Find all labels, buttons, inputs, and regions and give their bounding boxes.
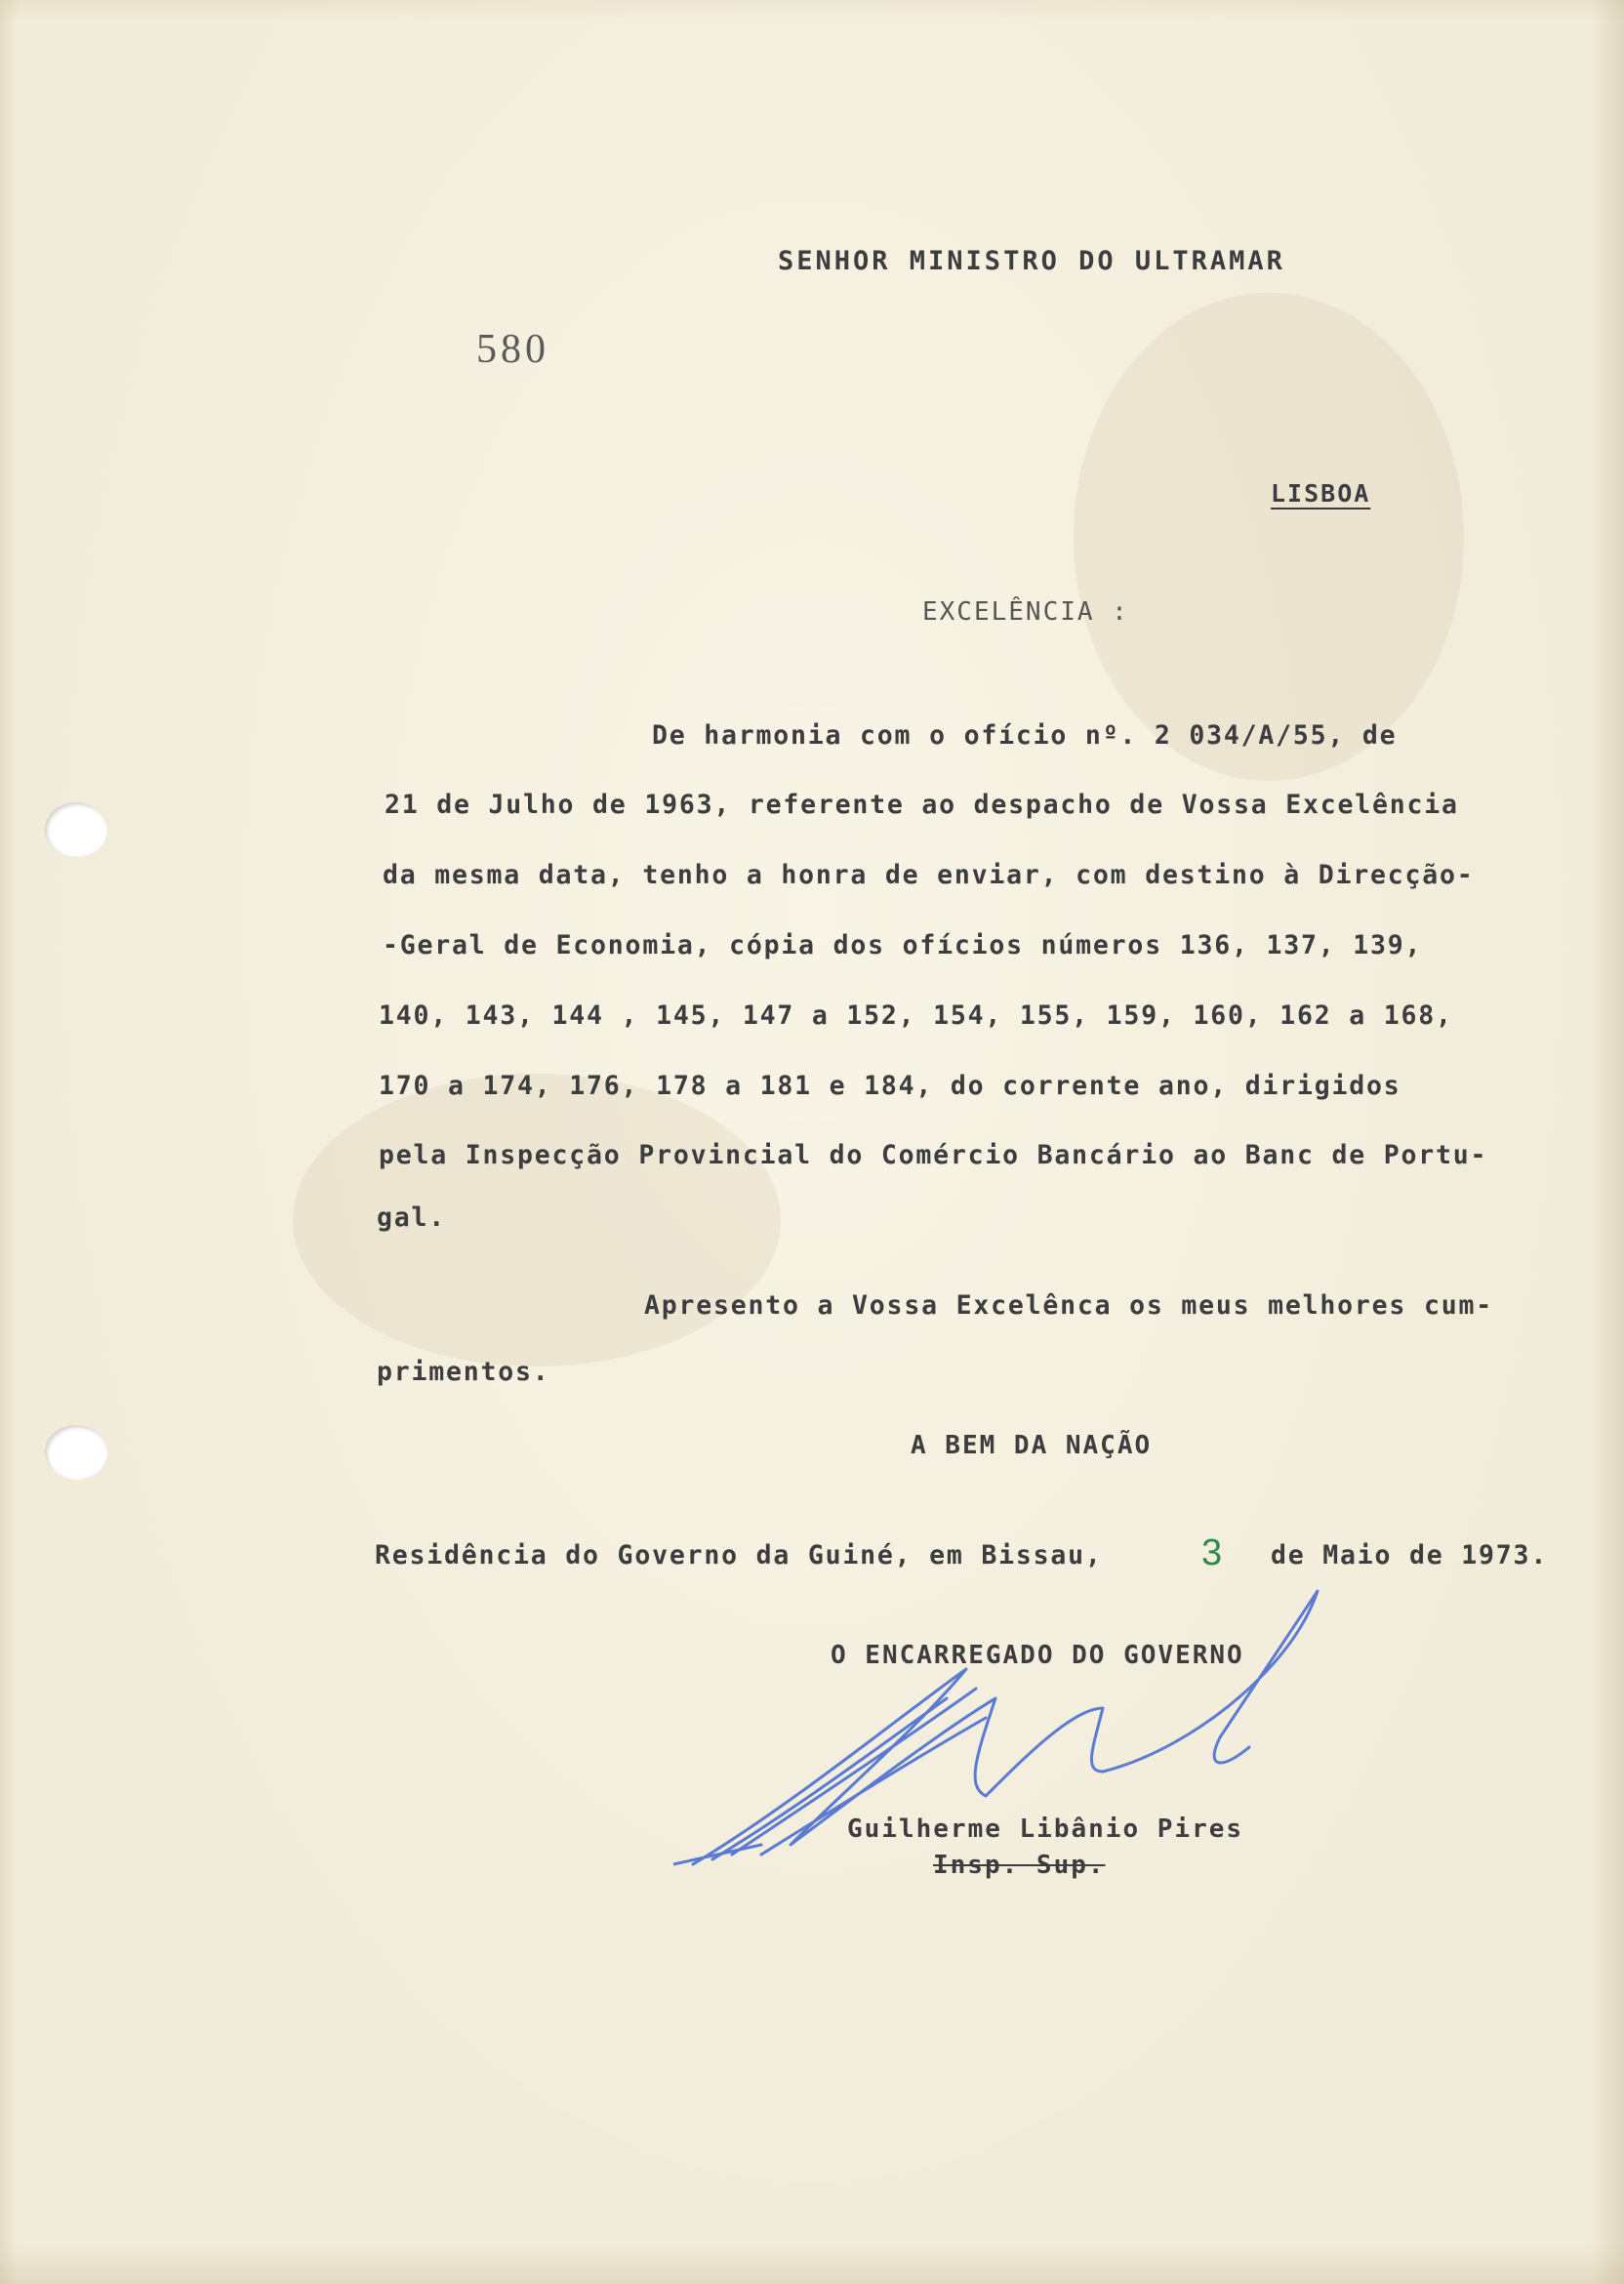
- reference-number: 580: [476, 327, 549, 372]
- body-line: 140, 143, 144 , 145, 147 a 152, 154, 155, 159, 160, 162 a 168,: [379, 1000, 1453, 1031]
- paper-stain: [1074, 293, 1464, 781]
- punch-hole: [45, 1425, 107, 1480]
- signature-icon: [673, 1562, 1357, 1894]
- body-line: gal.: [377, 1203, 447, 1233]
- body-line: De harmonia com o ofício nº. 2 034/A/55, de: [652, 720, 1398, 751]
- place-date-month-year: de Maio de 1973.: [1271, 1540, 1549, 1570]
- handwritten-day: 3: [1201, 1532, 1223, 1573]
- greeting-line: Apresento a Vossa Excelênca os meus melhores cum-: [644, 1290, 1493, 1321]
- body-line: pela Inspecção Provincial do Comércio Bancário ao Banc de Portu-: [379, 1140, 1488, 1170]
- addressee: SENHOR MINISTRO DO ULTRAMAR: [778, 246, 1285, 276]
- closing-phrase: A BEM DA NAÇÃO: [911, 1431, 1153, 1460]
- body-line: 170 a 174, 176, 178 a 181 e 184, do corrente ano, dirigidos: [379, 1071, 1401, 1101]
- city: LISBOA: [1271, 479, 1371, 508]
- greeting-line: primentos.: [377, 1357, 550, 1387]
- body-line: da mesma data, tenho a honra de enviar, com destino à Direcção-: [383, 860, 1475, 890]
- salutation: EXCELÊNCIA :: [922, 597, 1129, 627]
- paper-stain: [293, 1074, 781, 1366]
- body-line: -Geral de Economia, cópia dos ofícios números 136, 137, 139,: [383, 930, 1423, 960]
- signer-title: Insp. Sup.: [933, 1851, 1106, 1880]
- place-date: Residência do Governo da Guiné, em Bissau,: [375, 1540, 1103, 1570]
- punch-hole: [45, 802, 107, 857]
- signer-name: Guilherme Libânio Pires: [847, 1815, 1244, 1844]
- body-line: 21 de Julho de 1963, referente ao despacho de Vossa Excelência: [385, 790, 1459, 820]
- signer-role: O ENCARREGADO DO GOVERNO: [831, 1641, 1244, 1670]
